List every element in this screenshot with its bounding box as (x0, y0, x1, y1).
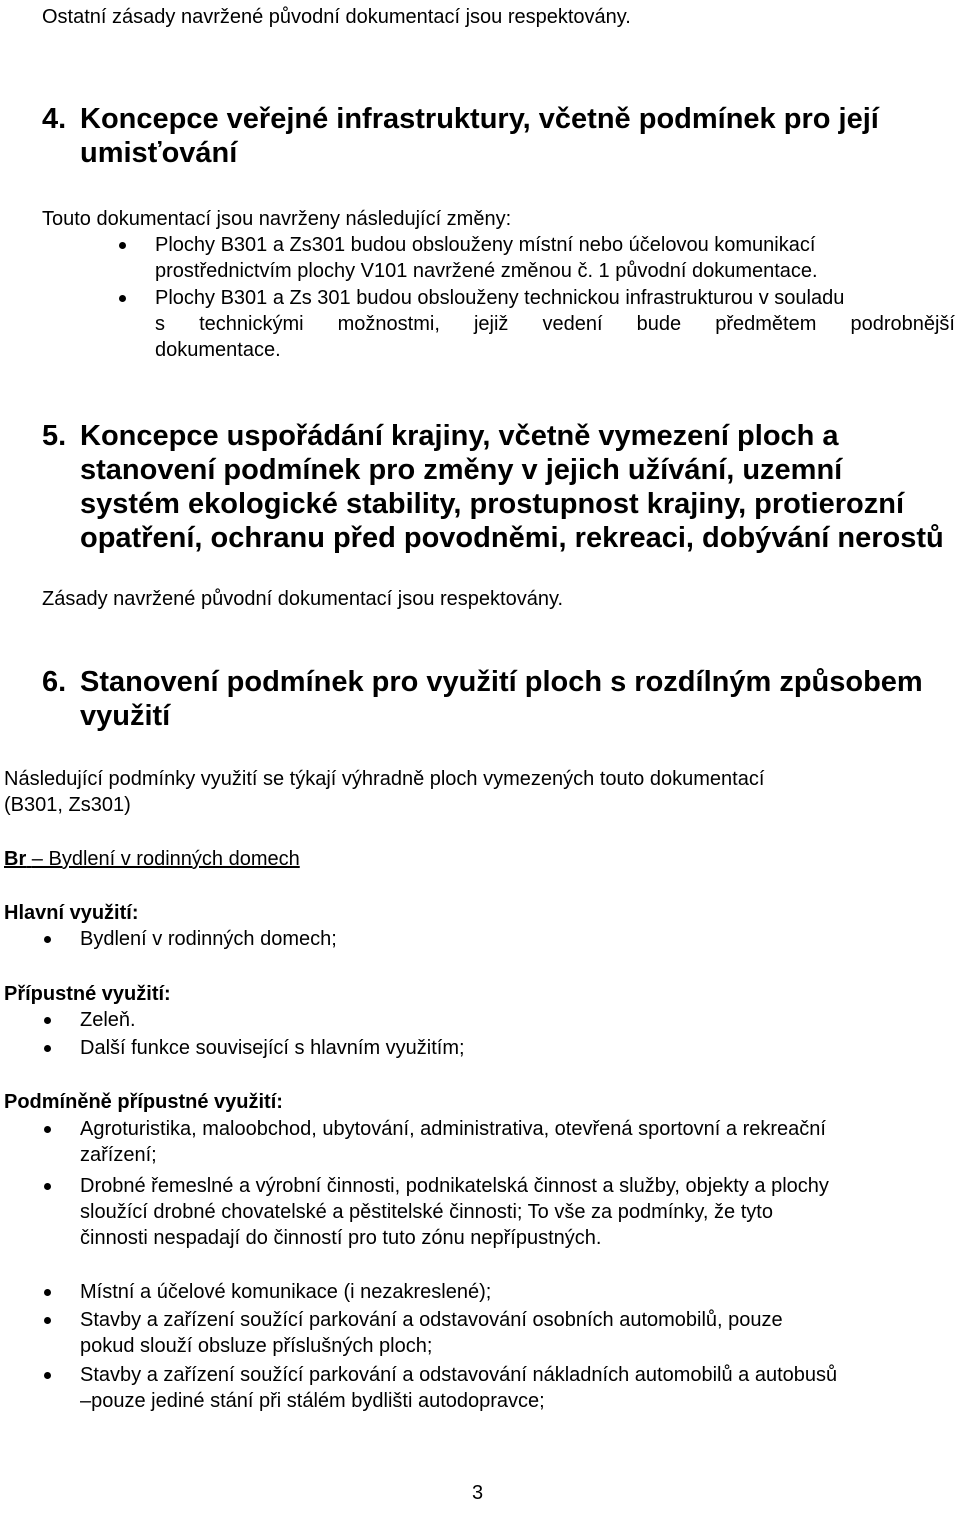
conditional-use-heading: Podmíněně přípustné využití: (4, 1091, 283, 1113)
main-use-item: Bydlení v rodinných domech; (80, 928, 337, 950)
section-5-text: Zásady navržené původní dokumentací jsou respektovány. (42, 588, 564, 610)
section-6-lead-line1: Následující podmínky využití se týkají výhradně ploch vymezených touto dokumentací (4, 768, 765, 790)
bullet-icon (44, 1289, 51, 1296)
section-4-bullet2-line3: dokumentace. (155, 339, 281, 361)
section-5-number: 5. (42, 420, 67, 452)
section-6-number: 6. (42, 666, 67, 698)
zone-code: Br (4, 848, 27, 870)
bullet-icon (44, 1372, 51, 1379)
conditional-use-item4-line1: Stavby a zařízení soužící parkování a odstavování osobních automobilů, pouze (80, 1309, 783, 1331)
intro-line: Ostatní zásady navržené původní dokumentací jsou respektovány. (42, 6, 631, 28)
section-5-title-line2: stanovení podmínek pro změny v jejich užívání, uzemní (80, 454, 843, 486)
section-5-title-line3: systém ekologické stability, prostupnost krajiny, protierozní (80, 488, 905, 520)
conditional-use-item5-line1: Stavby a zařízení soužící parkování a odstavování nákladních automobilů a autobusů (80, 1364, 838, 1386)
zone-name: – Bydlení v rodinných domech (31, 848, 300, 870)
main-use-heading: Hlavní využití: (4, 902, 139, 924)
bullet-icon (44, 1317, 51, 1324)
conditional-use-item3-line1: Místní a účelové komunikace (i nezakreslené); (80, 1281, 492, 1303)
section-4-title-line1: Koncepce veřejné infrastruktury, včetně podmínek pro její (80, 103, 879, 135)
allowed-use-heading: Přípustné využití: (4, 983, 171, 1005)
bullet-icon (119, 295, 126, 302)
section-5-title-line4: opatření, ochranu před povodněmi, rekreaci, dobývání nerostů (80, 522, 944, 554)
bullet-icon (44, 1126, 51, 1133)
section-4-bullet2-line2: s technickými možnostmi, jejiž vedení bude předmětem podrobnější (155, 313, 955, 335)
section-4-bullet1-line1: Plochy B301 a Zs301 budou obslouženy místní nebo účelovou komunikací (155, 234, 816, 256)
conditional-use-item2-line2: sloužící drobné chovatelské a pěstitelské činnosti; To vše za podmínky, že tyto (80, 1201, 773, 1223)
section-4-bullet2-line1: Plochy B301 a Zs 301 budou obslouženy technickou infrastrukturou v souladu (155, 287, 845, 309)
bullet-icon (44, 1183, 51, 1190)
section-4-number: 4. (42, 103, 67, 135)
conditional-use-item1-line1: Agroturistika, maloobchod, ubytování, administrativa, otevřená sportovní a rekreační (80, 1118, 826, 1140)
section-4-bullet1-line2: prostřednictvím plochy V101 navržené změnou č. 1 původní dokumentace. (155, 260, 818, 282)
allowed-use-item: Další funkce související s hlavním využitím; (80, 1037, 465, 1059)
page-number: 3 (472, 1482, 484, 1504)
bullet-icon (44, 936, 51, 943)
bullet-icon (119, 242, 126, 249)
conditional-use-item2-line3: činnosti nespadají do činností pro tuto zónu nepřípustných. (80, 1227, 602, 1249)
section-6-title-line1: Stanovení podmínek pro využití ploch s rozdílným způsobem (80, 666, 923, 698)
bullet-icon (44, 1045, 51, 1052)
bullet-icon (44, 1017, 51, 1024)
section-6-lead-line2: (B301, Zs301) (4, 794, 131, 816)
allowed-use-item: Zeleň. (80, 1009, 136, 1031)
conditional-use-item1-line2: zařízení; (80, 1144, 157, 1166)
conditional-use-item4-line2: pokud slouží obsluze příslušných ploch; (80, 1335, 433, 1357)
section-4-title-line2: umisťování (80, 137, 238, 169)
zone-heading (4, 846, 300, 872)
section-6-title-line2: využití (80, 700, 171, 732)
section-5-title-line1: Koncepce uspořádání krajiny, včetně vymezení ploch a (80, 420, 839, 452)
section-4-lead: Touto dokumentací jsou navrženy následující změny: (42, 208, 512, 230)
conditional-use-item5-line2: –pouze jediné stání při stálém bydlišti autodopravce; (80, 1390, 545, 1412)
conditional-use-item2-line1: Drobné řemeslné a výrobní činnosti, podnikatelská činnost a služby, objekty a plochy (80, 1175, 829, 1197)
